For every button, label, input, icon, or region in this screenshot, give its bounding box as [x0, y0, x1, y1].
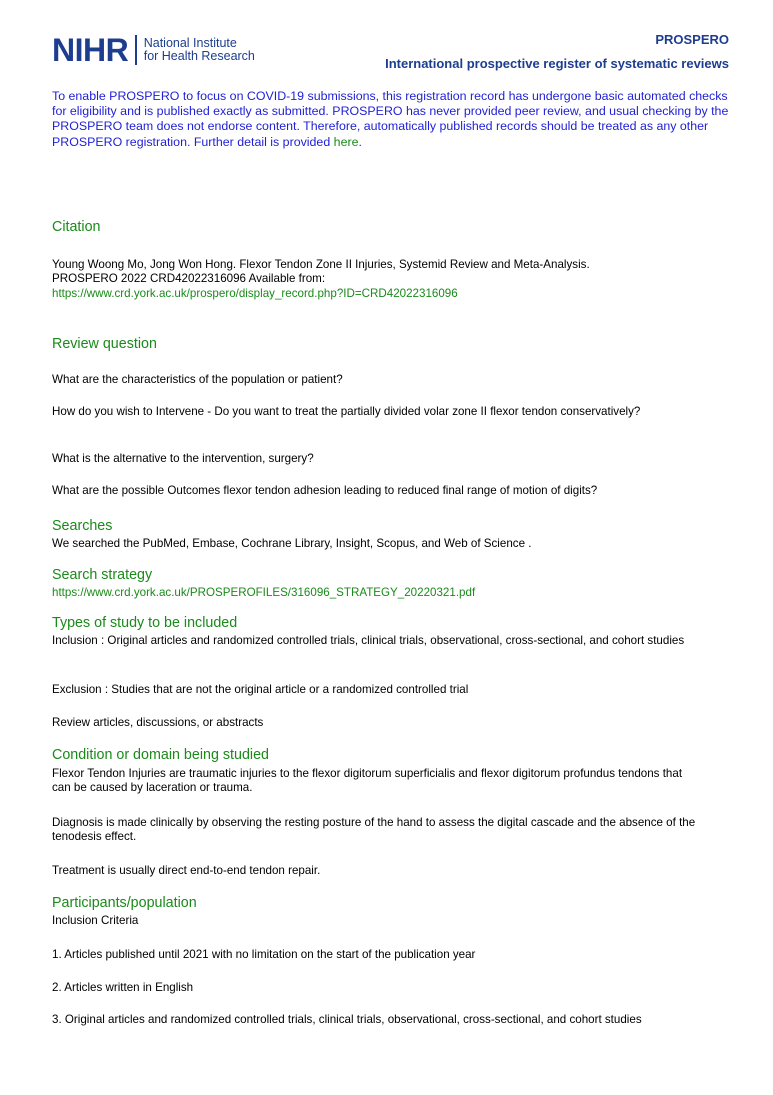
search-strategy-heading: Search strategy: [52, 567, 153, 583]
condition-paragraph-1: Flexor Tendon Injuries are traumatic injuries to the flexor digitorum superficialis and flexor digitorum profundus tendons that can be caused by laceration or trauma.: [52, 767, 683, 795]
citation-line-1: Young Woong Mo, Jong Won Hong. Flexor Tendon Zone II Injuries, Systemid Review and Meta-Analysis.: [52, 258, 590, 271]
searches-text: We searched the PubMed, Embase, Cochrane Library, Insight, Scopus, and Web of Science .: [52, 537, 532, 550]
inclusion-criterion-2: 2. Articles written in English: [52, 981, 194, 994]
notice-here-link[interactable]: here: [333, 134, 359, 149]
inclusion-criterion-1: 1. Articles published until 2021 with no limitation on the start of the publication year: [52, 948, 476, 961]
notice-end: .: [358, 134, 362, 149]
register-header: [385, 32, 729, 72]
logo-text: [144, 37, 255, 63]
logo-mark: NIHR: [52, 32, 129, 68]
nihr-logo: [52, 34, 255, 66]
participants-subheading: Inclusion Criteria: [52, 914, 139, 927]
citation-url-link[interactable]: https://www.crd.york.ac.uk/prospero/display_record.php?ID=CRD42022316096: [52, 286, 458, 300]
types-inclusion: Inclusion : Original articles and randomized controlled trials, clinical trials, observational, cross-sectional, and cohort studies: [52, 634, 685, 647]
participants-heading: Participants/population: [52, 895, 197, 911]
review-question-heading: Review question: [52, 336, 157, 352]
review-question-2: How do you wish to Intervene - Do you want to treat the partially divided volar zone II flexor tendon conservatively?: [52, 405, 641, 418]
types-exclusion: Exclusion : Studies that are not the original article or a randomized controlled trial: [52, 683, 469, 696]
types-review: Review articles, discussions, or abstracts: [52, 716, 264, 729]
covid-notice: [52, 89, 742, 150]
inclusion-criterion-3: 3. Original articles and randomized controlled trials, clinical trials, observational, cross-sectional, and cohort studies: [52, 1013, 642, 1026]
review-question-3: What is the alternative to the intervention, surgery?: [52, 452, 314, 465]
condition-paragraph-2: Diagnosis is made clinically by observing the resting posture of the hand to assess the digital cascade and the absence of the tenodesis effect.: [52, 816, 696, 844]
logo-line-2: for Health Research: [143, 49, 255, 63]
searches-heading: Searches: [52, 518, 113, 534]
types-of-study-heading: Types of study to be included: [52, 615, 238, 631]
citation-body: [52, 258, 742, 301]
register-full-name: International prospective register of systematic reviews: [385, 56, 729, 71]
logo-divider: [135, 35, 137, 65]
review-question-4: What are the possible Outcomes flexor tendon adhesion leading to reduced final range of motion of digits?: [52, 484, 598, 497]
condition-paragraph-3: Treatment is usually direct end-to-end tendon repair.: [52, 864, 321, 877]
notice-text: To enable PROSPERO to focus on COVID-19 submissions, this registration record has undergone basic automated checks for eligibility and is published exactly as submitted. PROSPERO has never provided peer review, and usual checking by the PROSPERO team does not endorse content. Therefore, automatically published records should be treated as any other PROSPERO registration. Further detail is provided: [52, 89, 729, 149]
review-question-1: What are the characteristics of the population or patient?: [52, 373, 343, 386]
register-name: PROSPERO: [655, 32, 729, 47]
logo-line-1: National Institute: [143, 36, 237, 50]
citation-heading: Citation: [52, 219, 101, 235]
condition-heading: Condition or domain being studied: [52, 747, 269, 763]
citation-line-2: PROSPERO 2022 CRD42022316096 Available from:: [52, 272, 326, 286]
search-strategy-link[interactable]: https://www.crd.york.ac.uk/PROSPEROFILES/316096_STRATEGY_20220321.pdf: [52, 586, 476, 599]
